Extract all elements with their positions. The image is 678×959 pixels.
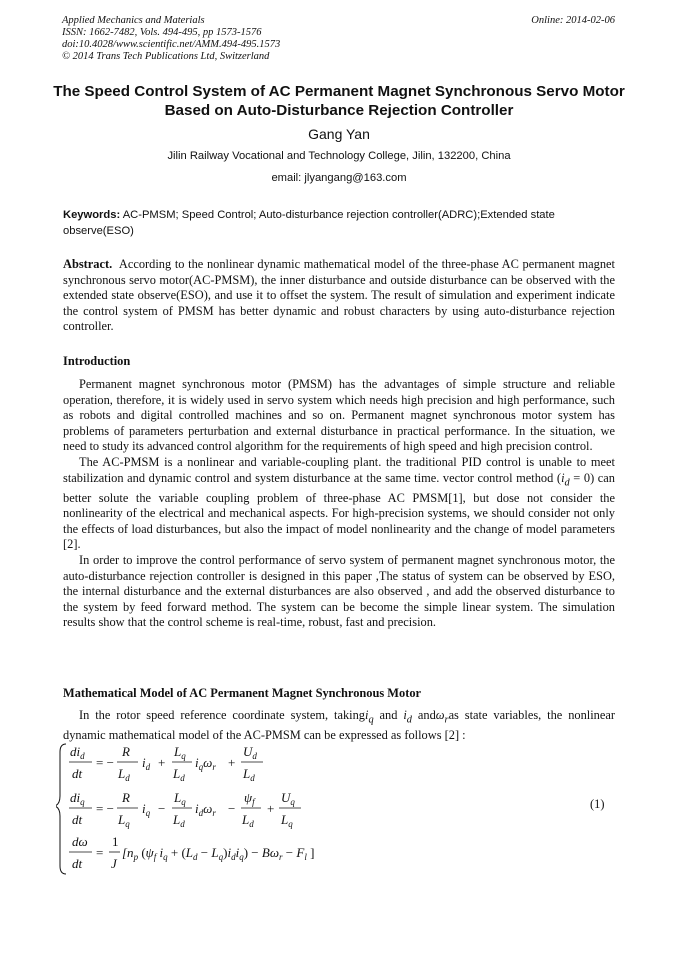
- svg-text:Uq: $U_q$: [281, 790, 295, 807]
- var-omega: ω: [435, 708, 445, 722]
- svg-text:= −: = −: [96, 755, 114, 770]
- issn: ISSN: 1662-7482, Vols. 494-495, pp 1573-1576: [62, 27, 262, 38]
- svg-text:R: R: [122, 790, 130, 805]
- intro-p2-math-i: i: [561, 470, 565, 485]
- svg-text:Lq: $L_q$: [174, 790, 186, 807]
- var-iq: i: [365, 708, 369, 722]
- abstract-text: According to the nonlinear dynamic mathematical model of the three-phase AC permanent magnet synchronous servo motor(AC-PMSM), the inner disturbance and outside disturbance can be observed with the extended state observe(ESO), and use it to offset the system. The result of simulation and experiment indicate the control system of PMSM has better dynamic and robust characters by using auto-disturbance rejection controller.: [63, 257, 615, 334]
- svg-text:−: −: [158, 801, 166, 816]
- svg-text:+: +: [267, 801, 275, 816]
- author: Gang Yan: [308, 126, 370, 142]
- page-header: [62, 15, 615, 63]
- affiliation: Jilin Railway Vocational and Technology College, Jilin, 132200, China: [167, 150, 511, 162]
- svg-text:Lq: $L_q$: [174, 744, 186, 761]
- copyright: © 2014 Trans Tech Publications Ltd, Switzerland: [62, 51, 270, 62]
- svg-text:id: $i_d$: [142, 755, 151, 772]
- online-date: Online: 2014-02-06: [531, 15, 615, 26]
- intro-paragraph-3: In order to improve the control performance of servo system of permanent magnet synchronous motor, the auto-disturbance rejection controller is designed in this paper ,The status of system can be observed by ESO, the internal disturbance and the external disturbances are also observed , and add the observed disturbance to the system by feed forward method. The system can be become the simple linear system. The simulation results show that the control scheme is real-time, robust, fast and precision.: [63, 553, 615, 630]
- math-model-body: [63, 708, 615, 744]
- math-p-text-b: as state variables, the nonlinear dynamic mathematical model of the AC-PMSM can be expressed as follows [2] :: [63, 708, 615, 743]
- svg-text:+: +: [158, 755, 166, 770]
- introduction-body: [63, 377, 615, 631]
- intro-paragraph-1: Permanent magnet synchronous motor (PMSM) has the advantages of simple structure and reliable operation, therefore, it is widely used in servo system which needs high precision and high performance, such as robots and digital controlled machines and so on. Permanent magnet synchronous motor system has problems of parameters perturbation and external disturbance in practical performance. In the situation, we need to study its advanced control algorithm for the requirements of high speed and high precision control.: [63, 377, 615, 454]
- abstract: [63, 257, 615, 335]
- math-p-and-2: and: [411, 708, 436, 722]
- svg-text:dt: dt: [72, 812, 83, 827]
- journal-name: Applied Mechanics and Materials: [62, 15, 205, 26]
- svg-text:Ud: $U_d$: [243, 744, 257, 761]
- svg-text:+: +: [228, 755, 236, 770]
- keywords: [63, 207, 615, 239]
- equation-number: (1): [590, 797, 605, 811]
- math-p-and-1: and: [373, 708, 404, 722]
- equation-row-2: [69, 790, 301, 829]
- svg-text:Ld: $L_d$: [243, 766, 255, 783]
- svg-text:−: −: [228, 801, 236, 816]
- svg-text:J: J: [111, 856, 117, 871]
- math-p-text-a: In the rotor speed reference coordinate system, taking: [79, 708, 365, 722]
- equation-row-3: [69, 834, 314, 871]
- svg-text:[np (ψf iq + (Ld − Lq)idiq) −: [$n_p$ ($\psi_f$ $i_q + (L_d - L_q)i_di_q) - B\omega_r - F_l$ ]: [122, 845, 315, 862]
- svg-text:=: =: [96, 845, 104, 860]
- svg-text:Ld: $L_d$: [118, 766, 130, 783]
- intro-p2-text-a: The AC-PMSM is a nonlinear and variable-coupling plant. the traditional PID control is unable to meet stabilization and dynamic control and system disturbance at the same time. vector control method (: [63, 454, 615, 485]
- var-iq-sub: q: [368, 714, 374, 726]
- svg-text:ψf: $\psi_f$: [244, 790, 255, 807]
- svg-text:= −: = −: [96, 801, 114, 816]
- keywords-label: Keywords:: [63, 209, 121, 221]
- svg-text:Ld: $L_d$: [173, 766, 185, 783]
- intro-paragraph-2: [63, 455, 615, 553]
- svg-text:Ld: $L_d$: [242, 812, 254, 829]
- svg-text:R: R: [122, 744, 130, 759]
- svg-text:Lq: $L_q$: [281, 812, 293, 829]
- equation-brace: [56, 744, 66, 874]
- svg-text:dω: dω: [72, 834, 88, 849]
- svg-text:dt: dt: [72, 856, 83, 871]
- var-id-sub: d: [406, 714, 412, 726]
- introduction-heading: Introduction: [63, 354, 131, 368]
- svg-text:iq: $i_q$: [142, 801, 151, 818]
- paper-title: The Speed Control System of AC Permanent Magnet Synchronous Servo Motor Based on Auto-Disturbance Rejection Controller: [53, 83, 625, 119]
- math-paragraph: [63, 708, 615, 744]
- intro-p2-math-sub: d: [564, 477, 570, 489]
- svg-text:iqωr: $i_q\omega_r$: [195, 755, 216, 772]
- svg-text:Ld: $L_d$: [173, 812, 185, 829]
- email: email: jlyangang@163.com: [271, 172, 407, 184]
- svg-text:idωr: $i_d\omega_r$: [195, 801, 216, 818]
- keywords-text: AC-PMSM; Speed Control; Auto-disturbance rejection controller(ADRC);Extended state observe(ESO): [63, 209, 555, 237]
- state-equation-1: [56, 740, 616, 875]
- equation-row-1: [69, 744, 263, 783]
- svg-text:dt: dt: [72, 766, 83, 781]
- intro-p2-text-b: can better solute the variable coupling problem of three-phase AC PMSM[1], but dose not consider the nonlinearity of the electrical and mechanical aspects. For high-precision systems, we should consider not only the effects of load disturbances, but also the impact of model nonlinearity and the change of model parameters [2].: [63, 470, 615, 552]
- var-id: i: [403, 708, 407, 722]
- abstract-label: Abstract.: [63, 257, 113, 271]
- intro-p2-math-tail: = 0): [569, 470, 595, 485]
- svg-text:1: 1: [112, 834, 119, 849]
- var-omega-sub: r: [444, 714, 449, 726]
- svg-text:did: $di_d$: [70, 744, 85, 761]
- svg-text:diq: $di_q$: [70, 790, 85, 807]
- math-model-heading: Mathematical Model of AC Permanent Magnet Synchronous Motor: [63, 686, 422, 700]
- doi: doi:10.4028/www.scientific.net/AMM.494-495.1573: [62, 39, 281, 50]
- svg-text:Lq: $L_q$: [118, 812, 130, 829]
